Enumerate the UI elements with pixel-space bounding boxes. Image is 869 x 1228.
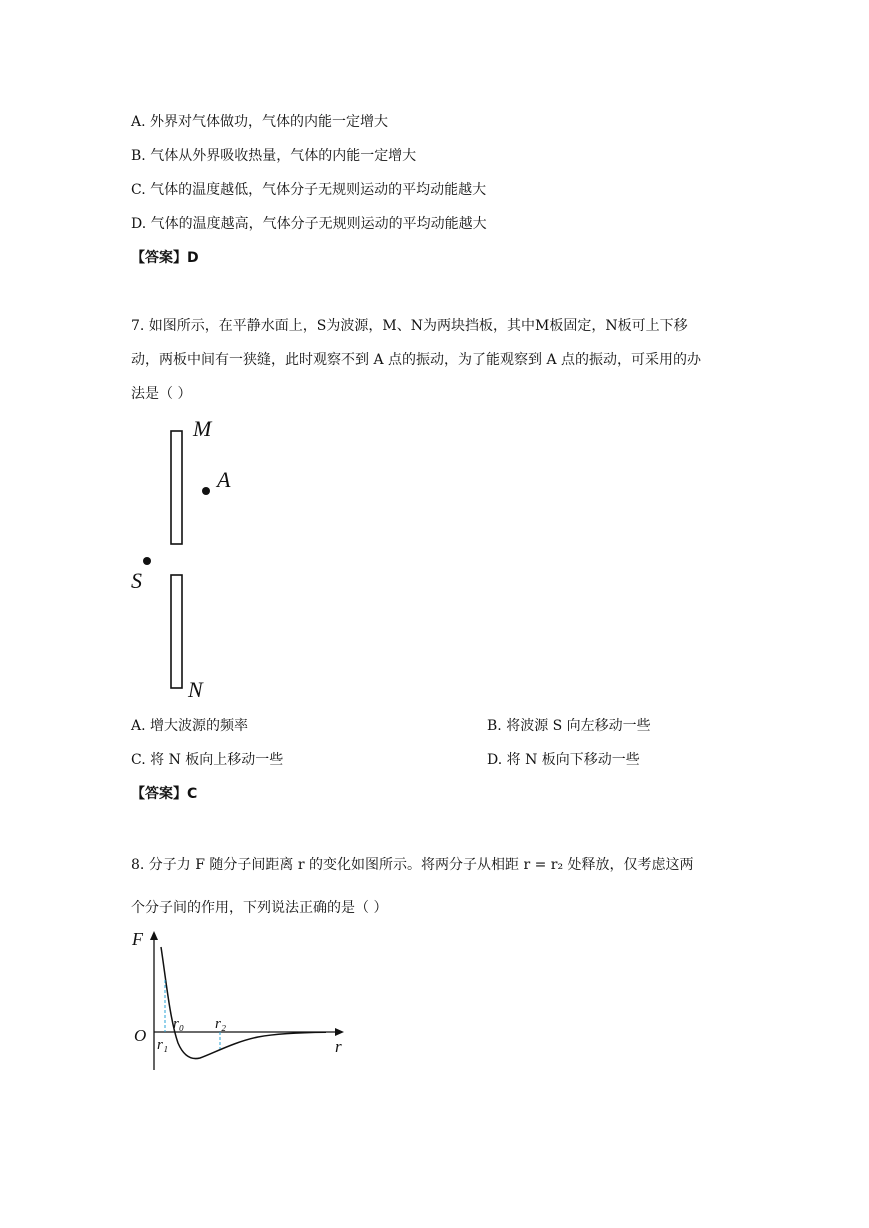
q8-stem-line-1: 8. 分子力 F 随分子间距离 r 的变化如图所示。将两分子从相距 r = r₂ 处释放，仅考虑这两 bbox=[131, 857, 694, 873]
label-r2: r₂ bbox=[215, 1016, 227, 1032]
q6-option-d: D. 气体的温度越高，气体分子无规则运动的平均动能越大 bbox=[131, 216, 487, 232]
label-n: N bbox=[188, 677, 203, 702]
label-m: M bbox=[193, 416, 212, 441]
q7-option-c: C. 将 N 板向上移动一些 bbox=[131, 752, 284, 768]
label-r0: r₀ bbox=[173, 1016, 185, 1032]
x-axis-arrow bbox=[335, 1028, 344, 1036]
q6-answer: 【答案】D bbox=[131, 250, 199, 266]
q7-option-d: D. 将 N 板向下移动一些 bbox=[487, 752, 640, 768]
q6-option-b: B. 气体从外界吸收热量，气体的内能一定增大 bbox=[131, 148, 417, 164]
label-s: S bbox=[131, 568, 142, 593]
label-o: O bbox=[134, 1026, 147, 1045]
q7-stem-line-3: 法是（ ） bbox=[131, 386, 192, 402]
q7-answer: 【答案】C bbox=[131, 786, 198, 802]
q7-figure bbox=[125, 412, 235, 704]
label-r1: r₁ bbox=[157, 1037, 169, 1053]
y-axis-arrow bbox=[150, 931, 158, 940]
plate-n bbox=[171, 575, 182, 688]
q6-option-c: C. 气体的温度越低，气体分子无规则运动的平均动能越大 bbox=[131, 182, 487, 198]
q7-option-a: A. 增大波源的频率 bbox=[131, 718, 249, 734]
source-s-dot bbox=[143, 557, 151, 565]
force-curve bbox=[161, 947, 326, 1059]
q7-stem-line-2: 动，两板中间有一狭缝，此时观察不到 A 点的振动，为了能观察到 A 点的振动，可采用的办 bbox=[131, 352, 702, 368]
q8-stem-line-2: 个分子间的作用，下列说法正确的是（ ） bbox=[131, 900, 388, 916]
label-f: F bbox=[132, 929, 143, 949]
label-r: r bbox=[335, 1037, 342, 1056]
point-a-dot bbox=[202, 487, 210, 495]
q7-option-b: B. 将波源 S 向左移动一些 bbox=[487, 718, 651, 734]
label-a: A bbox=[217, 467, 231, 492]
q6-option-a: A. 外界对气体做功，气体的内能一定增大 bbox=[131, 114, 389, 130]
plate-m bbox=[171, 431, 182, 544]
q7-stem-line-1: 7. 如图所示，在平静水面上，S为波源，M、N为两块挡板，其中M板固定，N板可上下移 bbox=[131, 318, 688, 334]
q8-force-graph bbox=[130, 925, 350, 1075]
